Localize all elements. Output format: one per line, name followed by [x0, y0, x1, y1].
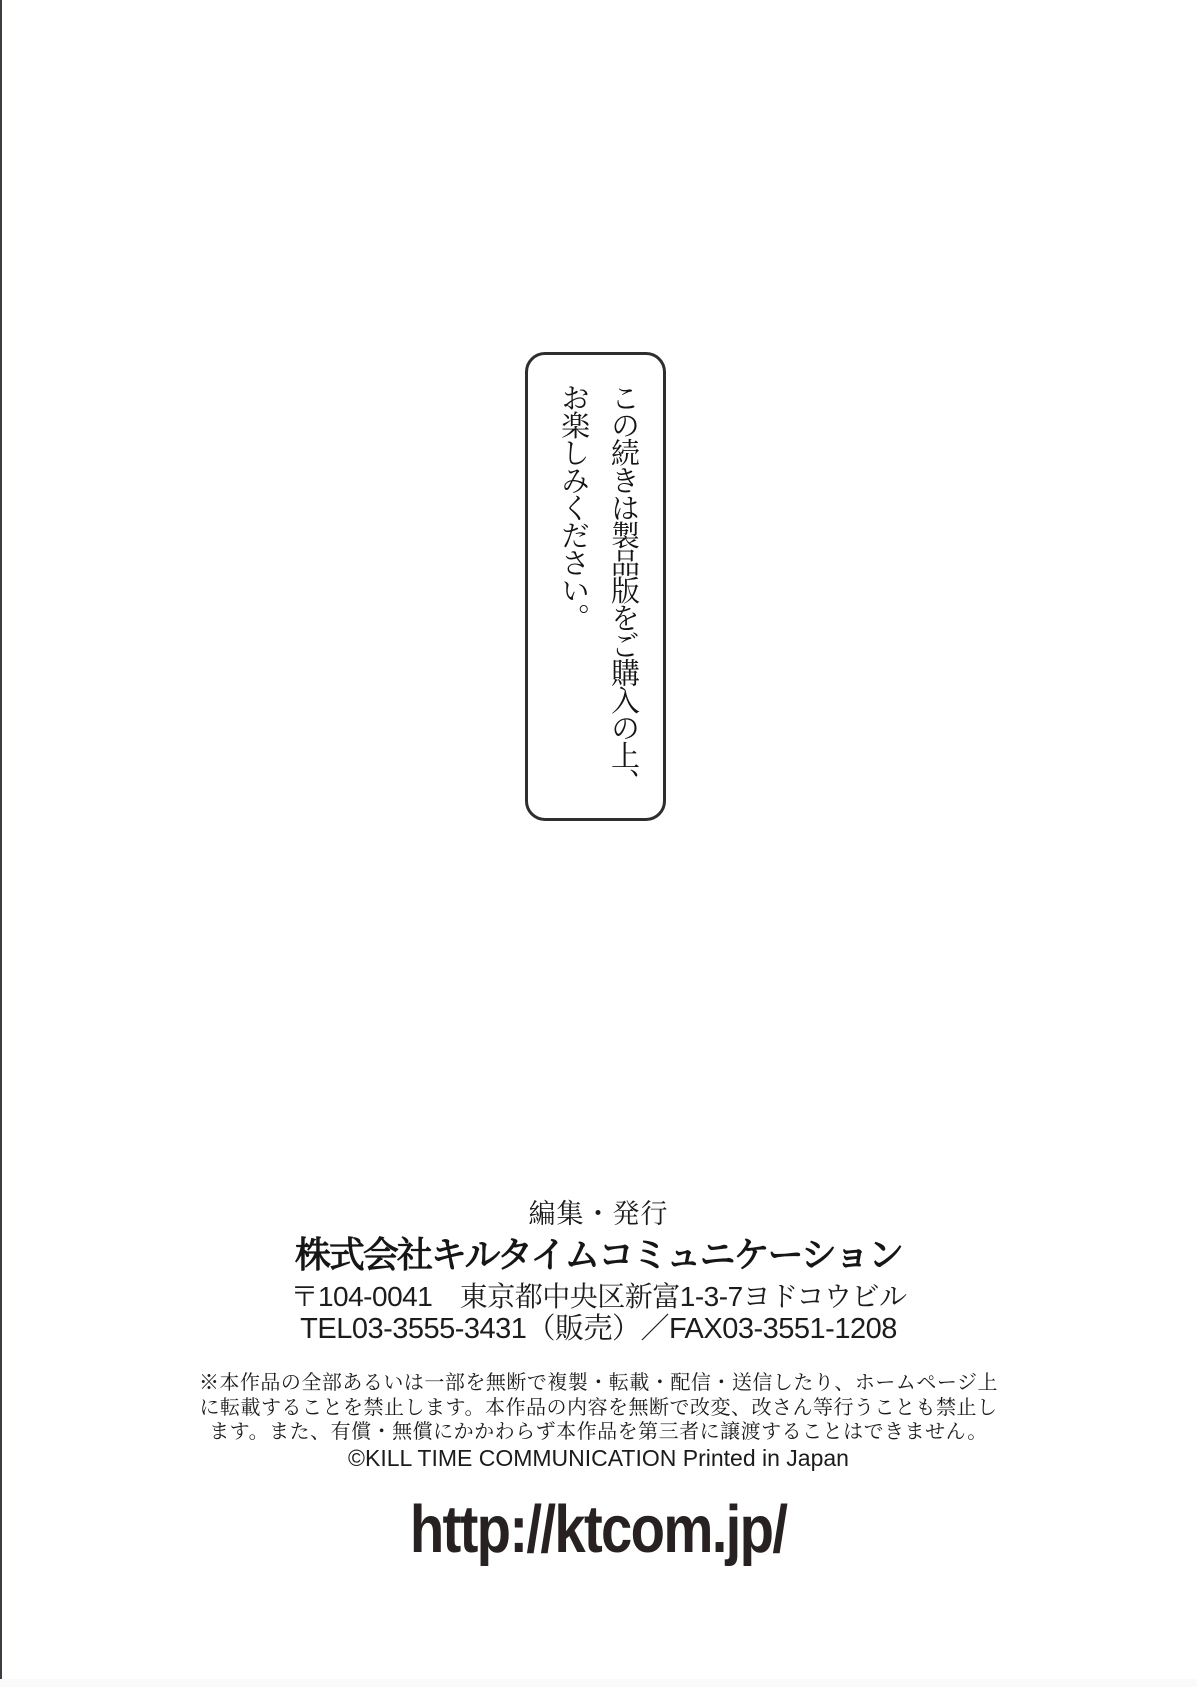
publisher-company-name: 株式会社キルタイムコミュニケーション	[294, 1234, 903, 1275]
page-bottom-strip	[0, 1679, 1197, 1687]
continuation-notice-box	[525, 352, 666, 821]
publisher-role-label: 編集・発行	[528, 1199, 669, 1229]
notice-line-1: この続きは製品版をご購入の上、	[607, 383, 639, 796]
legal-line-2: に転載することを禁止します。本作品の内容を無断で改変、改さん等行うことも禁止し	[199, 1396, 998, 1419]
site-url	[0, 1492, 1197, 1567]
legal-line-1: ※本作品の全部あるいは一部を無断で複製・転載・配信・送信したり、ホームページ上	[198, 1372, 999, 1394]
notice-line-2: お楽しみください。	[557, 383, 590, 631]
publisher-tel-fax: TEL03-3555-3431（販売）／FAX03-3551-1208	[300, 1313, 897, 1345]
site-url-text: http://ktcom.jp/	[410, 1492, 787, 1567]
legal-line-3: ます。また、有償・無償にかかわらず本作品を第三者に譲渡することはできません。	[209, 1421, 988, 1443]
legal-block	[0, 1371, 1197, 1471]
publisher-block	[0, 1198, 1197, 1346]
copyright-line: ©KILL TIME COMMUNICATION Printed in Japan	[348, 1444, 849, 1471]
publisher-address: 〒104-0041 東京都中央区新富1-3-7ヨドコウビル	[290, 1281, 907, 1312]
